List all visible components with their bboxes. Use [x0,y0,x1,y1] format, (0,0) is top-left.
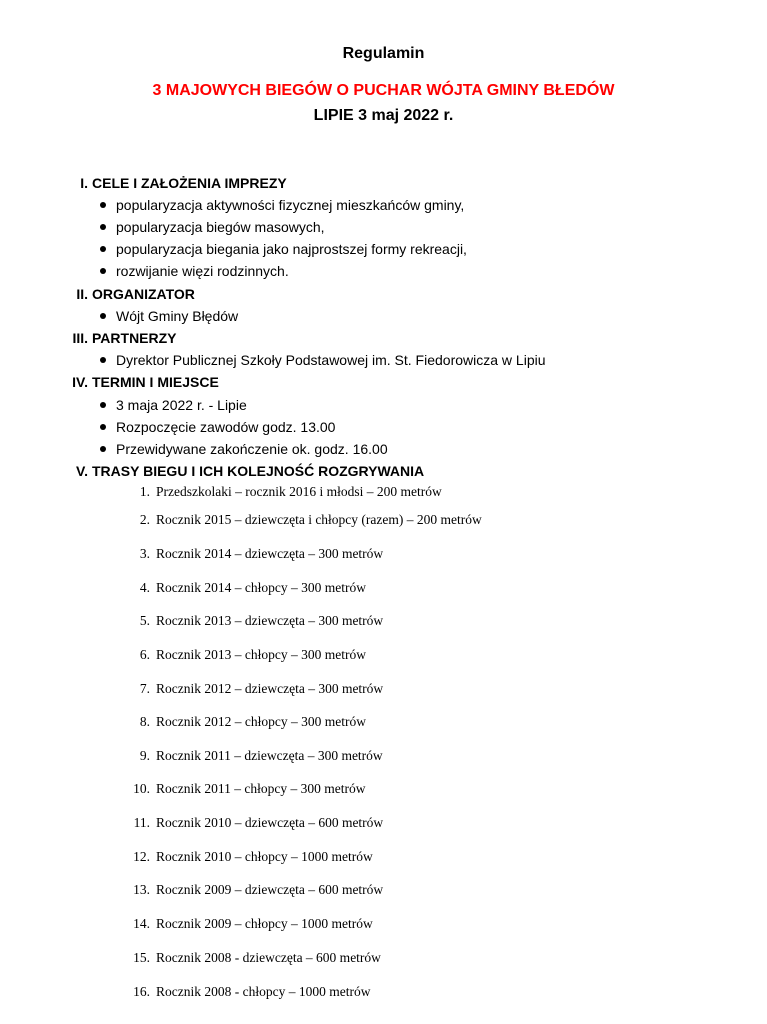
section-heading-text: PARTNERZY [92,330,177,346]
list-item-text: Dyrektor Publicznej Szkoły Podstawowej im. St. Fiedorowicza w Lipiu [116,352,546,368]
list-item [100,440,740,458]
list-item-text: Rocznik 2009 – chłopcy – 1000 metrów [156,916,373,931]
list-item-text: Rocznik 2013 – chłopcy – 300 metrów [156,647,366,662]
list-item-text: popularyzacja aktywności fizycznej mieszkańców gminy, [116,197,465,213]
list-item [100,240,740,258]
section-heading [40,373,760,391]
list-item-number: 9. [139,748,150,763]
list-item-number: 10. [133,781,150,796]
section-heading [40,329,760,347]
section-numeral: IV. [72,374,88,390]
list-item-number: 4. [139,580,150,595]
list-item [100,545,740,563]
list-item-number: 13. [133,882,150,897]
section-heading-text: CELE I ZAŁOŻENIA IMPREZY [92,175,287,191]
list-item-text: popularyzacja biegów masowych, [116,219,325,235]
list-item-number: 12. [133,849,150,864]
list-item [100,983,740,1001]
section-heading-text: ORGANIZATOR [92,286,195,302]
list-item-number: 5. [139,613,150,628]
bullet-icon [100,246,106,252]
bullet-icon [100,424,106,430]
list-item [100,713,740,731]
list-item-number: 6. [139,647,150,662]
bullet-icon [100,446,106,452]
section-heading [40,462,760,480]
list-item [100,351,740,369]
bullet-icon [100,202,106,208]
section-numeral: III. [72,330,88,346]
list-item-text: Rocznik 2009 – dziewczęta – 600 metrów [156,882,384,897]
list-item [100,307,740,325]
list-item-text: Rocznik 2008 - dziewczęta – 600 metrów [156,950,381,965]
list-item [100,483,740,501]
list-item-text: Rocznik 2012 – dziewczęta – 300 metrów [156,681,384,696]
list-item-text: Rocznik 2008 - chłopcy – 1000 metrów [156,984,371,999]
section-numeral: I. [80,175,88,191]
list-item-text: Rocznik 2011 – chłopcy – 300 metrów [156,781,366,796]
event-place-date: LIPIE 3 maj 2022 r. [313,107,454,124]
list-item [100,218,740,236]
list-item [100,646,740,664]
list-item-number: 8. [139,714,150,729]
list-item-text: Rocznik 2010 – chłopcy – 1000 metrów [156,849,373,864]
list-item-number: 2. [139,512,150,527]
list-item [100,418,740,436]
list-item [100,915,740,933]
list-item-number: 15. [133,950,150,965]
list-item [100,949,740,967]
list-item-text: 3 maja 2022 r. - Lipie [116,397,247,413]
list-item [100,747,740,765]
list-item-number: 7. [139,681,150,696]
list-item-text: Rocznik 2010 – dziewczęta – 600 metrów [156,815,384,830]
list-item-text: Wójt Gminy Błędów [116,308,239,324]
section-heading [40,174,760,192]
list-item-number: 14. [133,916,150,931]
list-item [100,612,740,630]
bullet-icon [100,224,106,230]
list-item [100,511,740,529]
list-item-number: 11. [133,815,150,830]
bullet-icon [100,268,106,274]
list-item [100,396,740,414]
list-item-text: Rocznik 2011 – dziewczęta – 300 metrów [156,748,383,763]
list-item-text: Przedszkolaki – rocznik 2016 i młodsi – 200 metrów [156,484,442,499]
list-item [100,262,740,280]
bullet-icon [100,357,106,363]
list-item [100,780,740,798]
event-name: 3 MAJOWYCH BIEGÓW O PUCHAR WÓJTA GMINY BŁEDÓW [152,82,615,99]
list-item-text: Rocznik 2015 – dziewczęta i chłopcy (razem) – 200 metrów [156,512,482,527]
section-heading-text: TRASY BIEGU I ICH KOLEJNOŚĆ ROZGRYWANIA [92,463,425,479]
document-title: Regulamin [342,45,425,62]
list-item-text: Rocznik 2014 – dziewczęta – 300 metrów [156,546,384,561]
list-item-text: Rocznik 2013 – dziewczęta – 300 metrów [156,613,384,628]
section-numeral: II. [76,286,88,302]
bullet-icon [100,313,106,319]
list-item-number: 16. [133,984,150,999]
list-item [100,579,740,597]
section-numeral: V. [76,463,88,479]
list-item [100,881,740,899]
section-heading-text: TERMIN I MIEJSCE [92,374,219,390]
list-item [100,680,740,698]
list-item [100,196,740,214]
section-heading [40,285,760,303]
list-item-text: rozwijanie więzi rodzinnych. [116,263,289,279]
list-item-text: Rocznik 2012 – chłopcy – 300 metrów [156,714,366,729]
bullet-icon [100,402,106,408]
list-item [100,814,740,832]
list-item-number: 3. [139,546,150,561]
list-item-number: 1. [139,484,150,499]
list-item-text: Rozpoczęcie zawodów godz. 13.00 [116,419,336,435]
list-item-text: Przewidywane zakończenie ok. godz. 16.00 [116,441,388,457]
list-item-text: popularyzacja biegania jako najprostszej formy rekreacji, [116,241,467,257]
list-item-text: Rocznik 2014 – chłopcy – 300 metrów [156,580,366,595]
list-item [100,848,740,866]
